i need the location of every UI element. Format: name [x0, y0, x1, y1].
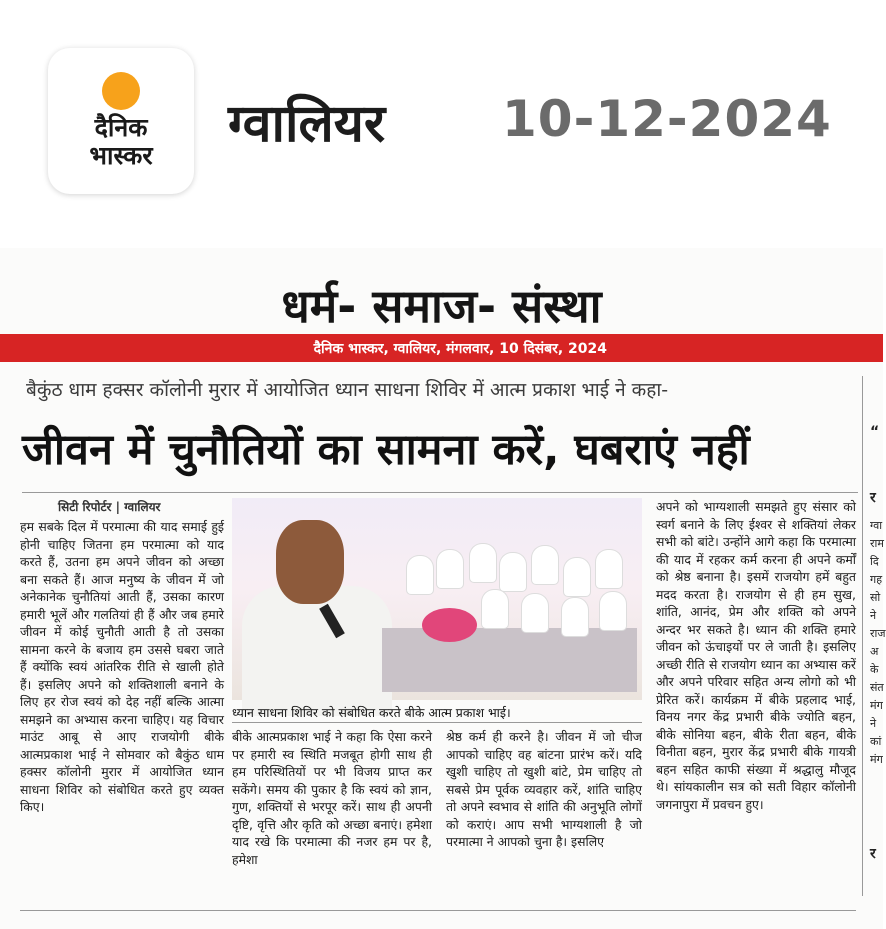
photo-attendee — [482, 590, 508, 628]
event-photo — [232, 498, 642, 700]
fragment-text: मंग — [870, 699, 883, 712]
fragment-text: राज — [870, 627, 886, 640]
dainik-bhaskar-logo[interactable] — [48, 48, 194, 194]
fragment-text: मंग — [870, 753, 883, 766]
fragment-text: र — [870, 490, 876, 506]
masthead-text: दैनिक भास्कर, ग्वालियर, मंगलवार, 10 दिसंबर, 2024 — [313, 341, 607, 357]
divider — [20, 910, 856, 911]
photo-attendee — [500, 553, 526, 591]
fragment-text: गह — [870, 573, 883, 586]
photo-attendee — [437, 550, 463, 588]
photo-attendee — [532, 546, 558, 584]
fragment-text: “ — [870, 424, 880, 440]
photo-caption: ध्यान साधना शिविर को संबोधित करते बीके आत्म प्रकाश भाई। — [232, 705, 511, 720]
fragment-text: ग्वा — [870, 519, 883, 532]
photo-attendee — [564, 558, 590, 596]
fragment-text: ने — [870, 717, 877, 730]
article-column-2: बीके आत्मप्रकाश भाई ने कहा कि ऐसा करने पर हमारी स्व स्थिति मजबूत होगी साथ ही हम परिस्थितियों पर भी विजय प्राप्त कर सकेंगे। समय की पुकार है कि स्वयं को ज्ञान, गुण, शक्तियों से भरपूर करें। साथ ही अपनी दृष्टि, वृत्ति और कृति को अच्छा बनाएं। हमेशा याद रखे कि परमात्मा की नजर हम पर है, हमेशा — [232, 729, 432, 867]
photo-attendee — [407, 556, 433, 594]
section-title: धर्म- समाज- संस्था — [281, 279, 602, 333]
logo-text-line2: भास्कर — [89, 141, 153, 170]
masthead-bar — [0, 334, 883, 362]
photo-attendee — [522, 594, 548, 632]
article-column-1: हम सबके दिल में परमात्मा की याद समाई हुई होनी चाहिए जितना हम परमात्मा को याद करते हैं, उतना हम अपने जीवन को अच्छा बना सकते हैं। आज मनुष्य के जीवन में जो अनेकानेक चुनौतियां आती हैं, उसका कारण हमारी भूलें और गलतियां ही हैं और जब हमारे जीवन में कोई चुनौती आती है तो उसका सामना करने के बजाय हम उससे घबरा जाते हैं क्योंकि स्वयं आंतरिक रीति से खाली होते हैं। इसलिए अपने को शक्तिशाली बनाने के लिए हर रोज स्वयं को देह नहीं बल्कि आत्मा समझने का अभ्यास करना चाहिए। यह विचार माउंट आबू से आए राजयोगी बीके आत्मप्रकाश भाई ने सोमवार को बैकुंठ धाम हक्सर कॉलोनी मुरार में आयोजित ध्यान साधना शिविर को संबोधित करते हुए व्यक्त किए। — [20, 519, 224, 814]
photo-table — [382, 628, 637, 692]
fragment-text: सो — [870, 591, 881, 604]
fragment-text: अ — [870, 645, 879, 658]
flower-bouquet-icon — [422, 608, 477, 642]
city-title: ग्वालियर — [228, 94, 386, 154]
article-byline: सिटी रिपोर्टर | ग्वालियर — [58, 500, 161, 514]
photo-attendee — [600, 592, 626, 630]
fragment-text: र — [870, 846, 876, 862]
article-headline: जीवन में चुनौतियों का सामना करें, घबराएं नहीं — [22, 425, 750, 475]
photo-speaker — [242, 586, 392, 716]
photo-attendee — [596, 550, 622, 588]
fragment-text: संत — [870, 681, 884, 694]
article-kicker: बैकुंठ धाम हक्सर कॉलोनी मुरार में आयोजित ध्यान साधना शिविर में आत्म प्रकाश भाई ने कहा- — [26, 379, 669, 401]
divider — [22, 492, 858, 493]
article-column-3: श्रेष्ठ कर्म ही करने है। जीवन में जो चीज आपको चाहिए वह बांटना प्रारंभ करें। यदि खुशी चाहिए तो खुशी बांटे, प्रेम चाहिए तो सबसे प्रेम पूर्वक व्यवहार करें, शांति चाहिए तो अपने स्वभाव से शांति की अनुभूति लोगों को कराएं। आप सभी भाग्यशाली है जो परमात्मा ने आपको चुना है। इसलिए — [446, 729, 642, 849]
sun-logo-icon — [102, 72, 140, 110]
column-divider — [862, 376, 863, 896]
fragment-text: के — [870, 663, 879, 676]
photo-attendee — [562, 598, 588, 636]
photo-speaker-head — [276, 520, 344, 604]
fragment-text: ने — [870, 609, 877, 622]
fragment-text: दि — [870, 555, 879, 568]
photo-attendee — [470, 544, 496, 582]
logo-text-line1: दैनिक — [94, 113, 148, 142]
divider — [232, 722, 642, 723]
edition-date: 10-12-2024 — [502, 90, 832, 148]
newspaper-clipping — [0, 248, 886, 929]
fragment-text: राम — [870, 537, 884, 550]
article-column-4: अपने को भाग्यशाली समझते हुए संसार को स्वर्ग बनाने के लिए ईश्वर से शक्तियां लेकर सभी को बांटे। उन्होंने आगे कहा कि परमात्मा की याद में रहकर कर्म करना ही अपने कर्मों को श्रेष्ठ बनाना है। इसमें राजयोग हमें बहुत मदद करता है। राजयोग से ही हम सुख, शांति, आनंद, प्रेम और शक्ति को अपने अन्दर भर सकते है। ध्यान की शक्ति हमारे जीवन को ऊंचाइयों पर ले जाती है। इसलिए अच्छी रीति से राजयोग ध्यान का अभ्यास करें और अपने परिवार सहित अन्य लोगो को भी प्रेरित करें। कार्यक्रम में बीके प्रहलाद भाई, विनय नगर केंद्र प्रभारी बीके ज्योति बहन, बीके सोनिया बहन, बीके रीता बहन, बीके विनीता बहन, मुरार केंद्र प्रभारी बीके गायत्री बहन सहित काफी संख्या में श्रद्धालु मौजूद थे। सांयकालीन सत्र को सती विहार कॉलोनी जगनापुरा में प्रवचन हुए। — [656, 499, 856, 812]
fragment-text: कां — [870, 735, 882, 748]
